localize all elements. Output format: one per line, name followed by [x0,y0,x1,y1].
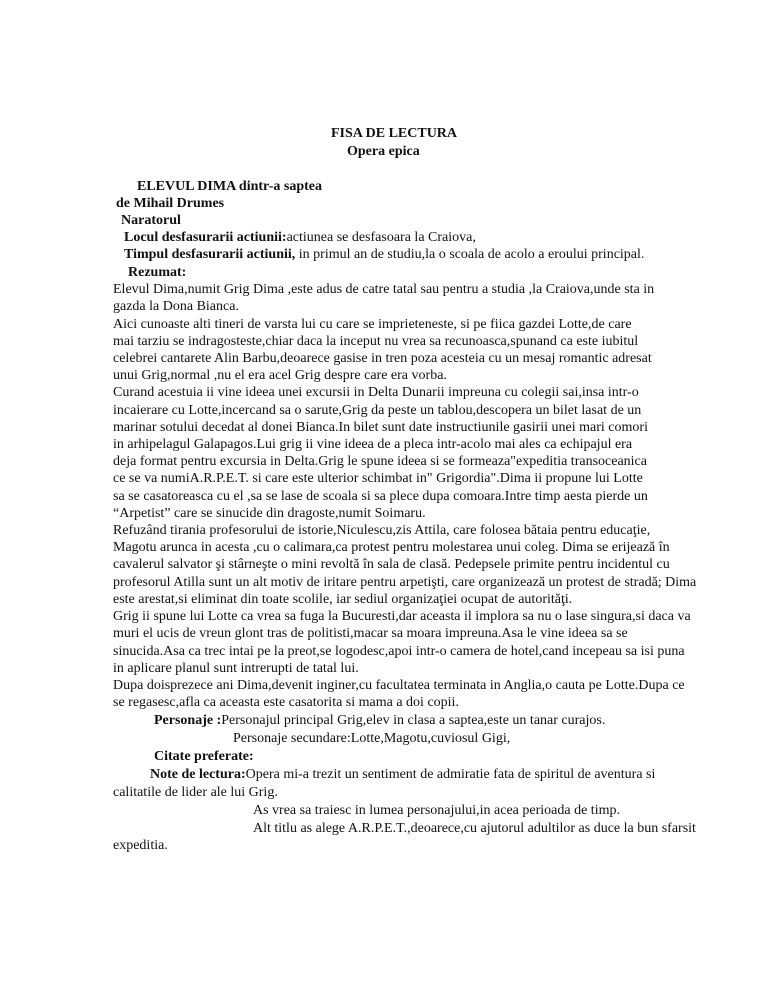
summary-line: Dupa doisprezece ani Dima,devenit inginer,cu facultatea terminata in Anglia,o cauta pe Lotte.Dupa ce [113,678,685,693]
summary-line: unui Grig,normal ,nu el era acel Grig despre care era vorba. [113,368,447,383]
summary-line: Refuzând tirania profesorului de istorie,Niculescu,zis Attila, care folosea bătaia pentru educaţie, [113,523,651,538]
narrator-heading: Naratorul [121,213,181,228]
summary-line: Aici cunoaste alti tineri de varsta lui cu care se imprieteneste, si pe fiica gazdei Lotte,de care [113,317,632,332]
summary-line: Grig ii spune lui Lotte ca vrea sa fuga la Bucuresti,dar aceasta il implora sa nu o lase singura,si daca va [113,609,691,624]
summary-line: incaierare cu Lotte,incercand sa o sarute,Grig da peste un tablou,descopera un bilet lasat de un [113,403,642,418]
summary-line: Curand acestuia ii vine ideea unei excursii in Delta Dunarii impreuna cu colegii sai,insa intr-o [113,385,639,400]
place-label: Locul desfasurarii actiunii: [124,230,287,245]
summary-line: in aplicare planul sunt intrerupti de tatal lui. [113,661,359,676]
characters-line [154,712,605,729]
work-title: ELEVUL DIMA dintr-a saptea [137,179,323,194]
notes-text-1: Opera mi-a trezit un sentiment de admiratie fata de spiritul de aventura si [245,767,656,782]
summary-line: marinar sotului decedat al donei Bianca.In bilet sunt date instructiunile gasirii unei mari comori [113,420,648,435]
summary-heading: Rezumat: [128,265,187,280]
document-title: FISA DE LECTURA [331,126,458,141]
summary-line: profesorul Atilla sunt un alt motiv de iritare pentru arpetişti, care organizează un protest de stradă; Dima [113,575,697,590]
time-line [124,246,644,263]
characters-secondary: Personaje secundare:Lotte,Magotu,cuviosul Gigi, [233,731,511,746]
summary-line: este arestat,si eliminat din toate scolile, iar sediul organizaţiei ocupat de autorităţi. [113,592,573,607]
notes-text-2: calitatile de lider ale lui Grig. [113,785,278,800]
summary-line: mai tarziu se indragosteste,chiar daca la inceput nu vrea sa recunoasca,spunand ca este iubitul [113,334,639,349]
summary-line: se regasesc,afla ca aceasta este casatorita si mama a doi copii. [113,695,459,710]
summary-line: Elevul Dima,numit Grig Dima ,este adus de catre tatal sau pentru a studia ,la Craiova,unde sta in [113,282,655,297]
place-text: actiunea se desfasoara la Craiova, [286,230,476,245]
summary-line: celebrei cantarete Alin Barbu,deoarece gasise in tren poza acesteia cu un mesaj romantic adresat [113,351,652,366]
notes-label: Note de lectura: [150,767,246,782]
place-line [124,229,476,246]
characters-main: Personajul principal Grig,elev in clasa a saptea,este un tanar curajos. [221,713,606,728]
notes-text-3: As vrea sa traiesc in lumea personajului,in acea perioada de timp. [253,803,620,818]
time-label: Timpul desfasurarii actiunii, [124,247,296,262]
summary-line: deja format pentru excursia in Delta.Grig le spune ideea si se formeaza"expeditia transoceanica [113,454,647,469]
notes-text-4: Alt titlu as alege A.R.P.E.T.,deoarece,cu ajutorul adultilor as duce la bun sfarsit [253,821,696,836]
notes-line [150,766,655,783]
characters-label: Personaje : [154,713,222,728]
notes-text-5: expeditia. [113,838,168,853]
time-text: in primul an de studiu,la o scoala de acolo a eroului principal. [295,247,645,262]
quotes-heading: Citate preferate: [154,749,254,764]
summary-line: muri el ucis de vreun glont tras de politisti,macar sa moara impreuna.Asa le vine ideea sa se [113,626,628,641]
summary-line: cavalerul salvator şi stârneşte o mini revoltă în sala de clasă. Pedepsele primite pentru incidentul cu [113,557,670,572]
work-author: de Mihail Drumes [116,196,225,211]
summary-line: ce se va numiA.R.P.E.T. si care este ulterior schimbat in" Grigordia".Dima ii propune lui Lotte [113,471,643,486]
summary-line: Magotu arunca in acesta ,cu o calimara,ca protest pentru molestarea unui coleg. Dima se erijează în [113,540,670,555]
document-subtitle: Opera epica [347,144,420,159]
summary-line: gazda la Dona Bianca. [113,299,239,314]
summary-line: sinucida.Asa ca trec intai pe la preot,se logodesc,apoi intr-o camera de hotel,cand incepeau sa isi puna [113,644,685,659]
summary-line: sa se casatoreasca cu el ,sa se lase de scoala si sa plece dupa comoara.Intre timp aesta pierde un [113,489,648,504]
summary-line: in arhipelagul Galapagos.Lui grig ii vine ideea de a pleca intr-acolo mai ales ca echipajul era [113,437,633,452]
summary-line: “Arpetist” care se sinucide din dragoste,numit Soimaru. [113,506,426,521]
